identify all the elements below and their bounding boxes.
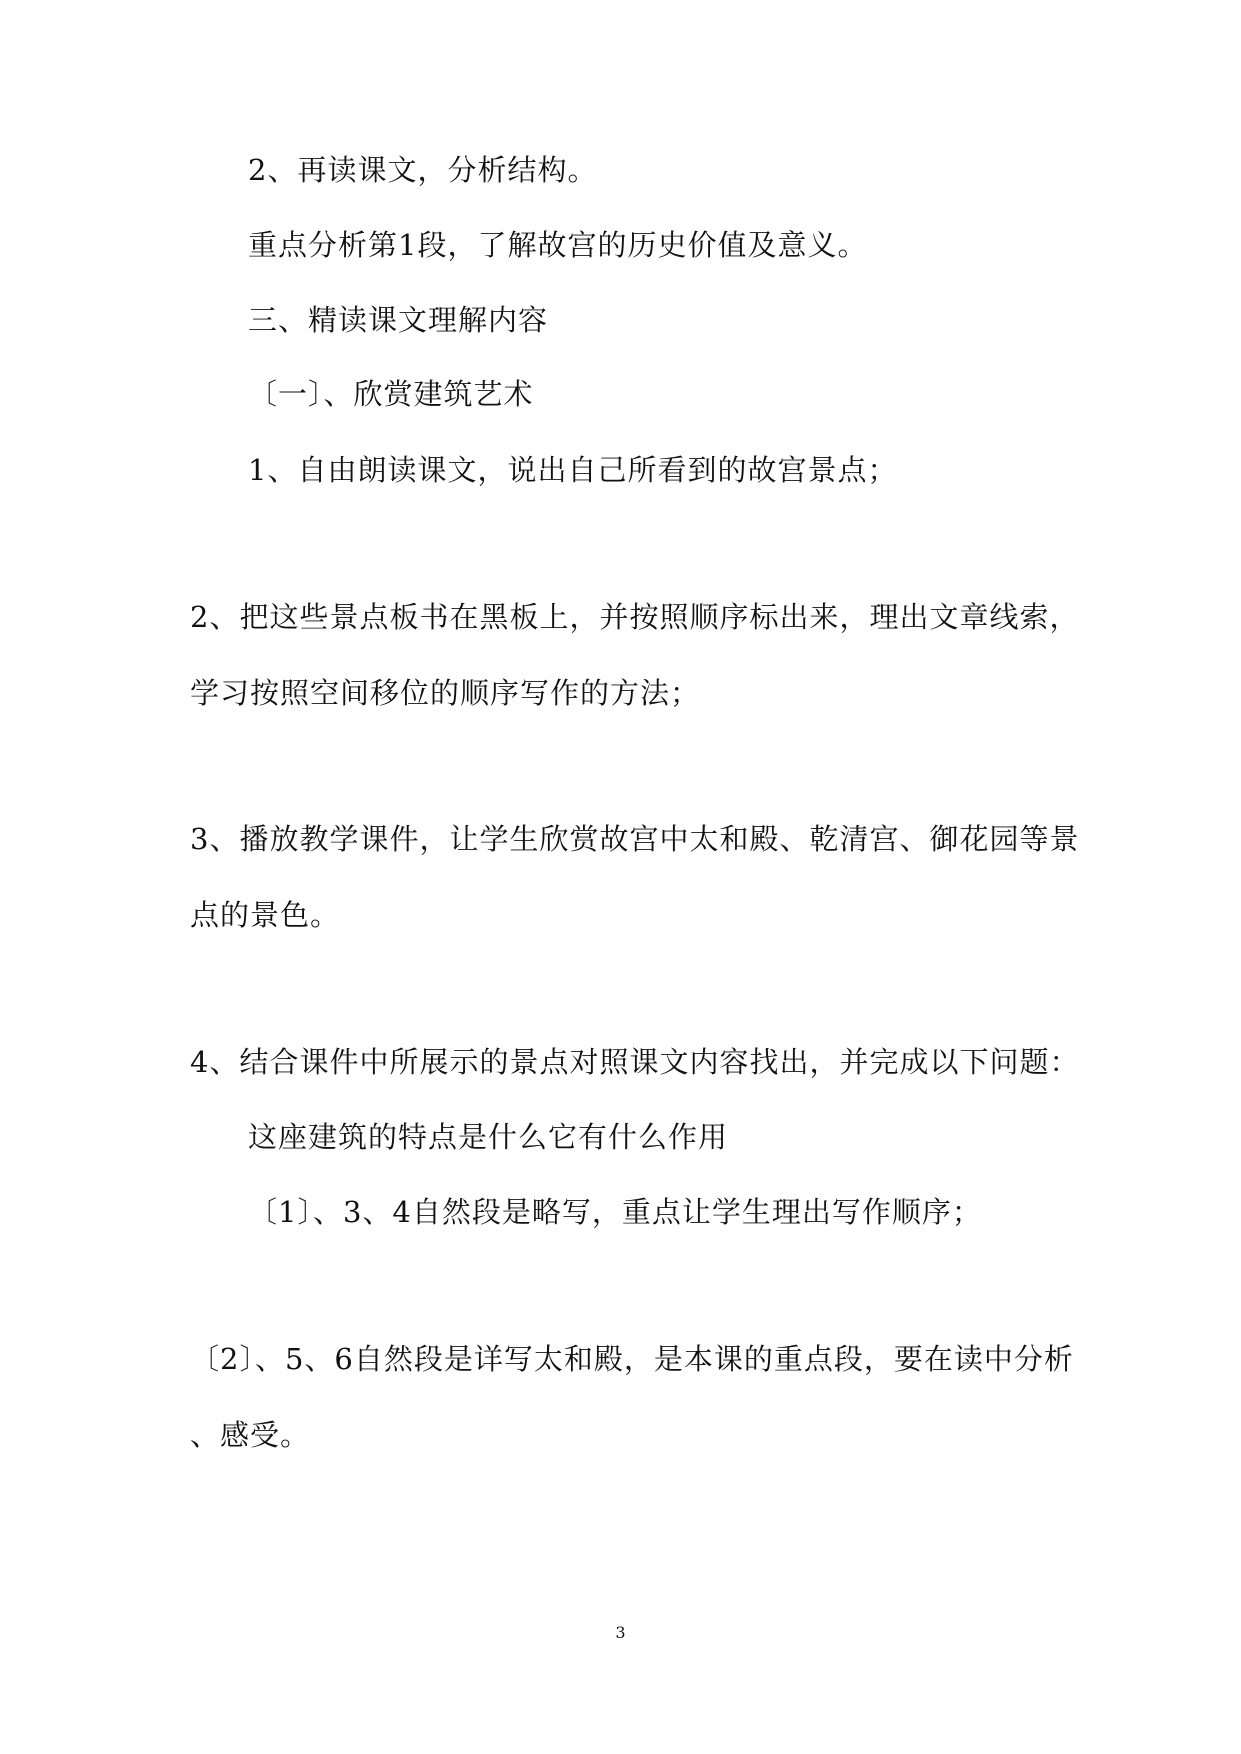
page-number: 3 bbox=[615, 1623, 626, 1642]
paragraph-line: 点的景色。 bbox=[190, 898, 341, 932]
paragraph-line: 学习按照空间移位的顺序写作的方法； bbox=[190, 676, 701, 710]
paragraph-line: 〔1〕、3、4自然段是略写，重点让学生理出写作顺序； bbox=[248, 1195, 982, 1229]
paragraph-line: 2、把这些景点板书在黑板上，并按照顺序标出来，理出文章线索， bbox=[190, 600, 1080, 634]
paragraph-line: 2、再读课文，分析结构。 bbox=[248, 153, 598, 187]
paragraph-line: 、感受。 bbox=[190, 1418, 311, 1452]
subsection-heading: 〔一〕、欣赏建筑艺术 bbox=[248, 377, 534, 411]
paragraph-line: 〔2〕、5、6自然段是详写太和殿，是本课的重点段，要在读中分析 bbox=[190, 1342, 1074, 1376]
paragraph-line: 这座建筑的特点是什么它有什么作用 bbox=[248, 1120, 729, 1154]
paragraph-line: 4、结合课件中所展示的景点对照课文内容找出，并完成以下问题： bbox=[190, 1045, 1080, 1079]
paragraph-line: 重点分析第1段，了解故宫的历史价值及意义。 bbox=[248, 228, 868, 262]
section-heading: 三、精读课文理解内容 bbox=[248, 303, 549, 337]
paragraph-line: 1、自由朗读课文，说出自己所看到的故宫景点； bbox=[248, 453, 898, 487]
paragraph-line: 3、播放教学课件，让学生欣赏故宫中太和殿、乾清宫、御花园等景 bbox=[190, 822, 1080, 856]
